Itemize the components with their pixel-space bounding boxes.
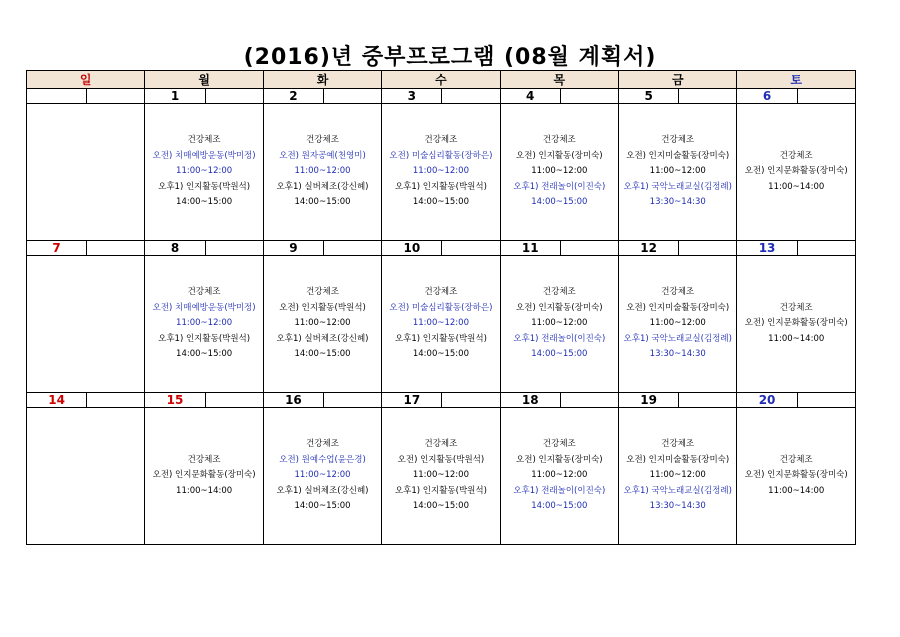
schedule-line: 오후1) 인지활동(박원석) xyxy=(158,181,251,192)
date-spacer xyxy=(442,393,500,408)
day-schedule-cell xyxy=(382,408,500,545)
date-number: 8 xyxy=(145,241,205,256)
schedule-line: 오후1) 인지활동(박원석) xyxy=(394,485,487,496)
weekday-thu: 목 xyxy=(500,71,618,89)
schedule-line: 11:00~12:00 xyxy=(176,318,233,329)
day-schedule-cell xyxy=(263,104,381,241)
day-schedule-cell xyxy=(619,408,737,545)
date-number: 16 xyxy=(263,393,323,408)
schedule-line: 오전) 치매예방운동(박미정) xyxy=(152,150,256,161)
day-schedule-cell xyxy=(619,104,737,241)
schedule-line: 오전) 미술심리활동(장하은) xyxy=(389,302,493,313)
schedule-line: 오후1) 인지활동(박원석) xyxy=(158,333,251,344)
date-spacer xyxy=(797,393,855,408)
schedule-line: 13:30~14:30 xyxy=(649,197,706,208)
schedule-line: 오전) 인지활동(장미숙) xyxy=(516,302,603,313)
date-number: 9 xyxy=(263,241,323,256)
schedule-line: 건강체조 xyxy=(306,439,339,450)
weekday-header-row xyxy=(27,71,856,89)
day-schedule-cell xyxy=(737,256,856,393)
schedule-line: 11:00~12:00 xyxy=(294,166,351,177)
schedule-line: 13:30~14:30 xyxy=(649,349,706,360)
schedule-line: 14:00~15:00 xyxy=(531,501,588,512)
weekday-tue: 화 xyxy=(263,71,381,89)
schedule-line: 11:00~12:00 xyxy=(412,470,469,481)
day-schedule-cell xyxy=(27,256,145,393)
schedule-line: 오전) 원자공예(천영미) xyxy=(279,150,366,161)
schedule-line: 오후1) 인지활동(박원석) xyxy=(394,181,487,192)
schedule-line: 14:00~15:00 xyxy=(294,197,351,208)
schedule-line: 건강체조 xyxy=(661,287,695,298)
date-spacer xyxy=(679,241,737,256)
week-1-schedule-row xyxy=(27,104,856,241)
schedule-line: 오후1) 국악노래교실(김정례) xyxy=(623,333,732,344)
schedule-line: 14:00~15:00 xyxy=(412,197,469,208)
week-3-date-row xyxy=(27,393,856,408)
schedule-line: 14:00~15:00 xyxy=(531,349,588,360)
schedule-line: 건강체조 xyxy=(661,439,695,450)
schedule-line: 14:00~15:00 xyxy=(294,349,351,360)
date-number: 7 xyxy=(27,241,87,256)
schedule-line: 건강체조 xyxy=(306,287,339,298)
day-schedule-cell xyxy=(500,256,618,393)
day-schedule-cell xyxy=(737,104,856,241)
day-schedule-cell xyxy=(263,408,381,545)
weekday-wed: 수 xyxy=(382,71,500,89)
schedule-line: 11:00~12:00 xyxy=(294,318,351,329)
schedule-line: 오전) 인지미술활동(장미숙) xyxy=(626,302,730,313)
schedule-line: 건강체조 xyxy=(187,287,221,298)
day-schedule-cell xyxy=(500,408,618,545)
schedule-line: 건강체조 xyxy=(424,135,458,146)
day-schedule-cell xyxy=(145,104,263,241)
day-schedule-cell xyxy=(27,104,145,241)
schedule-line: 오후1) 실버체조(강신혜) xyxy=(276,485,369,496)
date-number xyxy=(27,89,87,104)
schedule-line: 오후1) 전래놀이(이진숙) xyxy=(513,333,606,344)
day-schedule-cell xyxy=(263,256,381,393)
schedule-line: 건강체조 xyxy=(424,287,458,298)
date-number: 11 xyxy=(500,241,560,256)
date-spacer xyxy=(560,241,618,256)
schedule-line: 건강체조 xyxy=(542,135,576,146)
day-schedule-cell xyxy=(145,256,263,393)
date-number: 13 xyxy=(737,241,797,256)
date-spacer xyxy=(679,89,737,104)
day-schedule-cell xyxy=(382,256,500,393)
day-schedule-cell xyxy=(500,104,618,241)
schedule-line: 오전) 인지미술활동(장미숙) xyxy=(626,150,730,161)
schedule-line: 오전) 치매예방운동(박미정) xyxy=(152,302,256,313)
schedule-line: 오전) 인지문화활동(장미숙) xyxy=(744,318,848,329)
date-number: 18 xyxy=(500,393,560,408)
day-schedule-cell xyxy=(27,408,145,545)
schedule-line: 건강체조 xyxy=(187,454,221,465)
date-number: 2 xyxy=(263,89,323,104)
date-number: 12 xyxy=(619,241,679,256)
schedule-line: 11:00~12:00 xyxy=(649,318,706,329)
date-number: 17 xyxy=(382,393,442,408)
schedule-line: 오후1) 인지활동(박원석) xyxy=(394,333,487,344)
date-spacer xyxy=(442,241,500,256)
date-spacer xyxy=(205,393,263,408)
date-spacer xyxy=(205,241,263,256)
weekday-sun: 일 xyxy=(27,71,145,89)
schedule-line: 건강체조 xyxy=(306,135,339,146)
date-number: 3 xyxy=(382,89,442,104)
date-spacer xyxy=(324,393,382,408)
schedule-line: 건강체조 xyxy=(779,150,813,161)
schedule-line: 건강체조 xyxy=(424,439,458,450)
date-spacer xyxy=(560,89,618,104)
schedule-line: 오전) 인지문화활동(장미숙) xyxy=(152,470,256,481)
date-number: 4 xyxy=(500,89,560,104)
schedule-line: 오전) 인지활동(박원석) xyxy=(279,302,366,313)
date-number: 20 xyxy=(737,393,797,408)
date-spacer xyxy=(87,241,145,256)
schedule-line: 11:00~14:00 xyxy=(768,485,825,496)
schedule-line: 오전) 원예수업(윤은경) xyxy=(279,454,366,465)
date-spacer xyxy=(560,393,618,408)
schedule-line: 오전) 인지문화활동(장미숙) xyxy=(744,166,848,177)
schedule-line: 오후1) 전래놀이(이진숙) xyxy=(513,181,606,192)
day-schedule-cell xyxy=(619,256,737,393)
schedule-line: 11:00~12:00 xyxy=(649,166,706,177)
schedule-line: 오전) 인지활동(장미숙) xyxy=(516,454,603,465)
page-title: (2016)년 중부프로그램 (08월 계획서) xyxy=(243,45,657,70)
date-number: 15 xyxy=(145,393,205,408)
schedule-line: 오후1) 국악노래교실(김정례) xyxy=(623,181,732,192)
date-number: 19 xyxy=(619,393,679,408)
schedule-line: 11:00~14:00 xyxy=(176,485,233,496)
schedule-line: 건강체조 xyxy=(779,302,813,313)
schedule-line: 오전) 인지활동(장미숙) xyxy=(516,150,603,161)
schedule-line: 14:00~15:00 xyxy=(531,197,588,208)
schedule-line: 오전) 인지문화활동(장미숙) xyxy=(744,470,848,481)
day-schedule-cell xyxy=(382,104,500,241)
date-spacer xyxy=(324,89,382,104)
date-number: 1 xyxy=(145,89,205,104)
date-number: 10 xyxy=(382,241,442,256)
date-spacer xyxy=(797,89,855,104)
day-schedule-cell xyxy=(737,408,856,545)
date-spacer xyxy=(797,241,855,256)
schedule-line: 건강체조 xyxy=(661,135,695,146)
schedule-line: 오후1) 전래놀이(이진숙) xyxy=(513,485,606,496)
schedule-line: 11:00~14:00 xyxy=(768,181,825,192)
date-number: 5 xyxy=(619,89,679,104)
schedule-line: 건강체조 xyxy=(187,135,221,146)
schedule-line: 13:30~14:30 xyxy=(649,501,706,512)
schedule-line: 11:00~12:00 xyxy=(649,470,706,481)
week-2-date-row xyxy=(27,241,856,256)
weekday-sat: 토 xyxy=(737,71,856,89)
week-3-schedule-row xyxy=(27,408,856,545)
date-spacer xyxy=(205,89,263,104)
date-spacer xyxy=(87,89,145,104)
week-2-schedule-row xyxy=(27,256,856,393)
date-spacer xyxy=(679,393,737,408)
schedule-line: 11:00~14:00 xyxy=(768,333,825,344)
schedule-line: 11:00~12:00 xyxy=(412,318,469,329)
schedule-line: 14:00~15:00 xyxy=(176,349,233,360)
day-schedule-cell xyxy=(145,408,263,545)
date-spacer xyxy=(324,241,382,256)
calendar-body xyxy=(27,71,856,545)
schedule-line: 11:00~12:00 xyxy=(294,470,351,481)
date-spacer xyxy=(87,393,145,408)
date-spacer xyxy=(442,89,500,104)
weekday-mon: 월 xyxy=(145,71,263,89)
schedule-line: 14:00~15:00 xyxy=(176,197,233,208)
schedule-line: 11:00~12:00 xyxy=(531,318,588,329)
schedule-line: 건강체조 xyxy=(542,439,576,450)
schedule-line: 건강체조 xyxy=(542,287,576,298)
schedule-line: 11:00~12:00 xyxy=(176,166,233,177)
calendar-table xyxy=(26,70,856,545)
schedule-line: 오전) 미술심리활동(장하은) xyxy=(389,150,493,161)
schedule-line: 오후1) 실버체조(강신혜) xyxy=(276,181,369,192)
schedule-line: 오전) 인지미술활동(장미숙) xyxy=(626,454,730,465)
schedule-line: 14:00~15:00 xyxy=(412,501,469,512)
schedule-line: 오전) 인지활동(박원석) xyxy=(397,454,485,465)
schedule-line: 14:00~15:00 xyxy=(412,349,469,360)
schedule-line: 오후1) 국악노래교실(김정례) xyxy=(623,485,732,496)
week-1-date-row xyxy=(27,89,856,104)
schedule-line: 11:00~12:00 xyxy=(531,166,588,177)
date-number: 6 xyxy=(737,89,797,104)
schedule-line: 오후1) 실버체조(강신혜) xyxy=(276,333,369,344)
schedule-line: 건강체조 xyxy=(779,454,813,465)
date-number: 14 xyxy=(27,393,87,408)
schedule-line: 14:00~15:00 xyxy=(294,501,351,512)
weekday-fri: 금 xyxy=(619,71,737,89)
schedule-line: 11:00~12:00 xyxy=(412,166,469,177)
schedule-line: 11:00~12:00 xyxy=(531,470,588,481)
